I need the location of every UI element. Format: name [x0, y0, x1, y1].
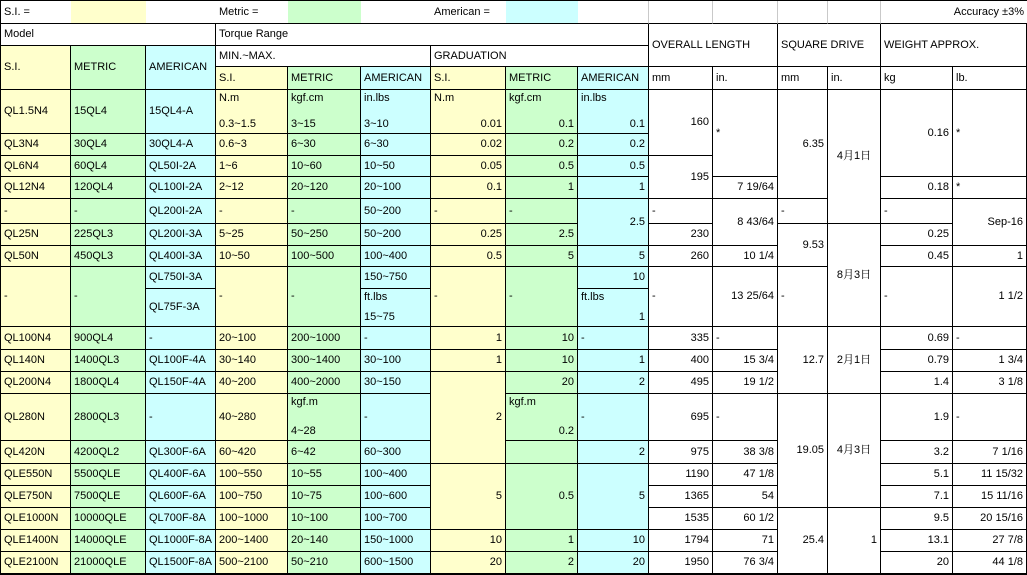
header-grad-metric[interactable]: METRIC — [506, 67, 578, 90]
cell-r7-c8[interactable]: 0.5 — [506, 156, 578, 177]
cell-r14-c11[interactable]: - — [713, 327, 778, 350]
cell-r18-c14[interactable]: 3.2 — [881, 441, 953, 464]
cell-r23-c6[interactable]: 600~1500 — [361, 552, 431, 574]
cell-r11-c6[interactable]: 100~400 — [361, 246, 431, 267]
cell-r14-c9[interactable]: - — [578, 327, 649, 350]
cell-r23-c2[interactable]: 21000QLE — [71, 552, 146, 574]
cell-r22-c6[interactable]: 150~1000 — [361, 530, 431, 552]
cell-r8-c2[interactable]: 120QL4 — [71, 177, 146, 199]
cell-value: 4~28 — [291, 425, 316, 437]
cell-r12-c6[interactable]: 150~750 — [361, 267, 431, 289]
metric-color-swatch[interactable] — [288, 1, 361, 24]
cell-r6-c9[interactable]: 0.2 — [578, 134, 649, 156]
cell-r14-c7[interactable]: 1 — [431, 327, 506, 350]
cell-r21-c13[interactable]: 1 — [828, 508, 881, 574]
cell-r14-c15[interactable]: - — [953, 327, 1027, 350]
header-graduation[interactable]: GRADUATION — [431, 46, 649, 67]
cell-r15-c4[interactable]: 30~140 — [216, 350, 288, 372]
cell-r21-c5[interactable]: 10~100 — [288, 508, 361, 530]
cell-r20-c10[interactable]: 1365 — [649, 486, 713, 508]
cell-r11-c5[interactable]: 100~500 — [288, 246, 361, 267]
cell-r21-c1[interactable]: QLE1000N — [1, 508, 71, 530]
cell-r9-c5[interactable]: - — [288, 199, 361, 224]
cell-r18-c10[interactable]: 975 — [649, 441, 713, 464]
cell-r17-c10[interactable]: 695 — [649, 394, 713, 441]
cell-r14-c3[interactable]: - — [146, 327, 216, 350]
cell-r5-c13[interactable]: 4月1日 — [828, 90, 881, 224]
cell-r16-c2[interactable]: 1800QL4 — [71, 372, 146, 394]
cell-r11-c4[interactable]: 10~50 — [216, 246, 288, 267]
cell-r18-c3[interactable]: QL300F-6A — [146, 441, 216, 464]
cell-r23-c7[interactable]: 20 — [431, 552, 506, 574]
cell-r15-c5[interactable]: 300~1400 — [288, 350, 361, 372]
cell-r21-c2[interactable]: 10000QLE — [71, 508, 146, 530]
cell-r7-c2[interactable]: 60QL4 — [71, 156, 146, 177]
cell-r19-c5[interactable]: 10~55 — [288, 464, 361, 486]
cell-r23-c4[interactable]: 500~2100 — [216, 552, 288, 574]
cell-r17-c1[interactable]: QL280N — [1, 394, 71, 441]
cell-r23-c15[interactable]: 44 1/8 — [953, 552, 1027, 574]
cell-r6-c8[interactable]: 0.2 — [506, 134, 578, 156]
cell-r9-c14[interactable]: - — [881, 199, 953, 224]
cell-r8-c8[interactable]: 1 — [506, 177, 578, 199]
cell-r11-c9[interactable]: 5 — [578, 246, 649, 267]
cell-r5-c8[interactable] — [506, 90, 578, 134]
cell-r17-c6[interactable]: - — [361, 394, 431, 441]
cell-r17-c9[interactable]: - — [578, 394, 649, 441]
cell-r22-c4[interactable]: 200~1400 — [216, 530, 288, 552]
unit-label: in.lbs — [581, 92, 607, 104]
cell-r11-c1[interactable]: QL50N — [1, 246, 71, 267]
cell-r6-c3[interactable]: 30QL4-A — [146, 134, 216, 156]
cell-r11-c7[interactable]: 0.5 — [431, 246, 506, 267]
cell-r12-c1[interactable]: - — [1, 267, 71, 327]
cell-r19-c3[interactable]: QL400F-6A — [146, 464, 216, 486]
cell-r16-c10[interactable]: 495 — [649, 372, 713, 394]
cell-r7-c3[interactable]: QL50I-2A — [146, 156, 216, 177]
cell-r21-c11[interactable]: 60 1/2 — [713, 508, 778, 530]
cell-r8-c7[interactable]: 0.1 — [431, 177, 506, 199]
legend-spacer[interactable] — [778, 1, 828, 24]
cell-r20-c4[interactable]: 100~750 — [216, 486, 288, 508]
cell-r10-c5[interactable]: 50~250 — [288, 224, 361, 246]
cell-r18-c1[interactable]: QL420N — [1, 441, 71, 464]
cell-r22-c11[interactable]: 71 — [713, 530, 778, 552]
cell-r5-c14[interactable]: 0.16 — [881, 90, 953, 177]
cell-r14-c5[interactable]: 200~1000 — [288, 327, 361, 350]
cell-r11-c8[interactable]: 5 — [506, 246, 578, 267]
cell-r19-c11[interactable]: 47 1/8 — [713, 464, 778, 486]
cell-r20-c14[interactable]: 7.1 — [881, 486, 953, 508]
cell-r18-c4[interactable]: 60~420 — [216, 441, 288, 464]
header-length-mm[interactable]: mm — [649, 67, 713, 90]
si-color-swatch[interactable] — [71, 1, 146, 24]
cell-r6-c4[interactable]: 0.6~3 — [216, 134, 288, 156]
cell-r8-c15[interactable]: * — [953, 177, 1027, 199]
unit-label: N.m — [434, 92, 455, 104]
cell-r8-c14[interactable]: 0.18 — [881, 177, 953, 199]
header-drive-mm[interactable]: mm — [778, 67, 828, 90]
cell-r15-c10[interactable]: 400 — [649, 350, 713, 372]
cell-r10-c13[interactable]: 8月3日 — [828, 224, 881, 327]
cell-r14-c6[interactable]: - — [361, 327, 431, 350]
unit-label: kgf.m — [509, 396, 536, 408]
header-torque-range[interactable]: Torque Range — [216, 24, 649, 46]
cell-r5-c12[interactable]: 6.35 — [778, 90, 828, 199]
unit-label: ft.lbs — [364, 291, 388, 303]
cell-r15-c11[interactable]: 15 3/4 — [713, 350, 778, 372]
legend-spacer[interactable] — [649, 1, 713, 24]
unit-label: kgf.m — [291, 396, 318, 408]
header-weight-approx[interactable]: WEIGHT APPROX. — [881, 24, 1027, 67]
cell-value: 0.1 — [629, 118, 645, 130]
cell-r20-c3[interactable]: QL600F-6A — [146, 486, 216, 508]
cell-r6-c2[interactable]: 30QL4 — [71, 134, 146, 156]
cell-r19-c2[interactable]: 5500QLE — [71, 464, 146, 486]
cell-value: 15~75 — [364, 311, 395, 323]
cell-r22-c8[interactable]: 1 — [506, 530, 578, 552]
cell-r8-c4[interactable]: 2~12 — [216, 177, 288, 199]
cell-r18-c8[interactable] — [506, 441, 578, 464]
cell-r11-c10[interactable]: 260 — [649, 246, 713, 267]
cell-r9-c10[interactable]: - — [649, 199, 713, 224]
cell-r23-c11[interactable]: 76 3/4 — [713, 552, 778, 574]
cell-r5-c5[interactable] — [288, 90, 361, 134]
cell-r5-c7[interactable] — [431, 90, 506, 134]
cell-r16-c11[interactable]: 19 1/2 — [713, 372, 778, 394]
cell-r14-c13[interactable]: 2月1日 — [828, 327, 881, 394]
cell-r15-c6[interactable]: 30~100 — [361, 350, 431, 372]
cell-r9-c6[interactable]: 50~200 — [361, 199, 431, 224]
cell-r9-c9[interactable]: 2.5 — [578, 199, 649, 246]
cell-r19-c7[interactable]: 5 — [431, 464, 506, 530]
cell-r16-c14[interactable]: 1.4 — [881, 372, 953, 394]
cell-r15-c7[interactable]: 1 — [431, 350, 506, 372]
cell-r5-c10[interactable]: 160 — [649, 90, 713, 156]
cell-r9-c12[interactable]: - — [778, 199, 828, 224]
cell-r11-c15[interactable]: 1 — [953, 246, 1027, 267]
cell-r10-c4[interactable]: 5~25 — [216, 224, 288, 246]
cell-r7-c9[interactable]: 0.5 — [578, 156, 649, 177]
header-minmax-american[interactable]: AMERICAN — [361, 67, 431, 90]
header-minmax-metric[interactable]: METRIC — [288, 67, 361, 90]
cell-r9-c2[interactable]: - — [71, 199, 146, 224]
cell-r8-c5[interactable]: 20~120 — [288, 177, 361, 199]
unit-label: kgf.cm — [509, 92, 542, 104]
cell-r5-c1[interactable]: QL1.5N4 — [1, 90, 71, 134]
cell-r18-c6[interactable]: 60~300 — [361, 441, 431, 464]
cell-r17-c11[interactable]: - — [713, 394, 778, 441]
cell-r23-c10[interactable]: 1950 — [649, 552, 713, 574]
cell-r16-c15[interactable]: 3 1/8 — [953, 372, 1027, 394]
cell-r20-c2[interactable]: 7500QLE — [71, 486, 146, 508]
cell-r11-c2[interactable]: 450QL3 — [71, 246, 146, 267]
cell-r10-c8[interactable]: 2.5 — [506, 224, 578, 246]
cell-value: 3~10 — [364, 118, 389, 130]
cell-r18-c2[interactable]: 4200QL2 — [71, 441, 146, 464]
cell-r22-c15[interactable]: 27 7/8 — [953, 530, 1027, 552]
cell-r6-c1[interactable]: QL3N4 — [1, 134, 71, 156]
cell-r7-c5[interactable]: 10~60 — [288, 156, 361, 177]
cell-r17-c13[interactable]: 4月3日 — [828, 394, 881, 508]
cell-r18-c11[interactable]: 38 3/8 — [713, 441, 778, 464]
header-drive-in[interactable]: in. — [828, 67, 881, 90]
cell-r12-c3[interactable]: QL750I-3A — [146, 267, 216, 289]
cell-value: 0.2 — [558, 425, 574, 437]
cell-r7-c6[interactable]: 10~50 — [361, 156, 431, 177]
cell-r20-c11[interactable]: 54 — [713, 486, 778, 508]
cell-r15-c9[interactable]: 1 — [578, 350, 649, 372]
cell-r23-c14[interactable]: 20 — [881, 552, 953, 574]
cell-r21-c4[interactable]: 100~1000 — [216, 508, 288, 530]
cell-r16-c3[interactable]: QL150F-4A — [146, 372, 216, 394]
cell-r7-c4[interactable]: 1~6 — [216, 156, 288, 177]
cell-r11-c14[interactable]: 0.45 — [881, 246, 953, 267]
cell-r5-c11[interactable]: * — [713, 90, 778, 177]
cell-r19-c1[interactable]: QLE550N — [1, 464, 71, 486]
legend-metric-label[interactable]: Metric = — [216, 1, 288, 24]
cell-r17-c14[interactable]: 1.9 — [881, 394, 953, 441]
cell-r18-c9[interactable]: 2 — [578, 441, 649, 464]
header-weight-lb[interactable]: lb. — [953, 67, 1027, 90]
cell-r18-c5[interactable]: 6~42 — [288, 441, 361, 464]
cell-r9-c8[interactable]: - — [506, 199, 578, 224]
cell-r20-c1[interactable]: QLE750N — [1, 486, 71, 508]
unit-label: kgf.cm — [291, 92, 324, 104]
unit-label: ft.lbs — [581, 291, 605, 303]
header-grad-si[interactable]: S.I. — [431, 67, 506, 90]
cell-r20-c15[interactable]: 15 11/16 — [953, 486, 1027, 508]
cell-r12-c5[interactable]: - — [288, 267, 361, 327]
cell-r17-c4[interactable]: 40~280 — [216, 394, 288, 441]
cell-r22-c9[interactable]: 10 — [578, 530, 649, 552]
cell-r8-c9[interactable]: 1 — [578, 177, 649, 199]
legend-spacer[interactable] — [713, 1, 778, 24]
header-minmax-si[interactable]: S.I. — [216, 67, 288, 90]
cell-value: 1 — [638, 311, 645, 323]
cell-r17-c15[interactable]: - — [953, 394, 1027, 441]
cell-r9-c1[interactable]: - — [1, 199, 71, 224]
cell-r9-c4[interactable]: - — [216, 199, 288, 224]
cell-r14-c4[interactable]: 20~100 — [216, 327, 288, 350]
cell-r22-c1[interactable]: QLE1400N — [1, 530, 71, 552]
cell-r14-c8[interactable]: 10 — [506, 327, 578, 350]
header-model[interactable]: Model — [1, 24, 216, 46]
header-grad-american[interactable]: AMERICAN — [578, 67, 649, 90]
cell-r19-c10[interactable]: 1190 — [649, 464, 713, 486]
cell-value: 0.1 — [558, 118, 574, 130]
cell-r5-c9[interactable] — [578, 90, 649, 134]
cell-r5-c6[interactable] — [361, 90, 431, 134]
cell-r8-c1[interactable]: QL12N4 — [1, 177, 71, 199]
cell-r10-c6[interactable]: 50~200 — [361, 224, 431, 246]
cell-r23-c1[interactable]: QLE2100N — [1, 552, 71, 574]
cell-r13-c9[interactable] — [578, 289, 649, 327]
cell-r16-c9[interactable]: 2 — [578, 372, 649, 394]
cell-r12-c2[interactable]: - — [71, 267, 146, 327]
cell-r21-c12[interactable]: 25.4 — [778, 508, 828, 574]
cell-r22-c5[interactable]: 20~140 — [288, 530, 361, 552]
cell-r10-c2[interactable]: 225QL3 — [71, 224, 146, 246]
header-model-american[interactable]: AMERICAN — [146, 46, 216, 90]
cell-r17-c8[interactable] — [506, 394, 578, 441]
cell-r18-c15[interactable]: 7 1/16 — [953, 441, 1027, 464]
cell-r12-c9[interactable]: 10 — [578, 267, 649, 289]
cell-r22-c10[interactable]: 1794 — [649, 530, 713, 552]
cell-r15-c1[interactable]: QL140N — [1, 350, 71, 372]
cell-r8-c6[interactable]: 20~100 — [361, 177, 431, 199]
cell-r21-c15[interactable]: 20 15/16 — [953, 508, 1027, 530]
cell-r19-c9[interactable]: 5 — [578, 464, 649, 530]
cell-value: 0.3~1.5 — [219, 118, 257, 130]
cell-r12-c4[interactable]: - — [216, 267, 288, 327]
cell-r10-c12[interactable]: 9.53 — [778, 224, 828, 267]
cell-r19-c6[interactable]: 100~400 — [361, 464, 431, 486]
cell-r12-c8[interactable]: - — [506, 267, 578, 327]
cell-value: 0.01 — [480, 118, 502, 130]
cell-r7-c1[interactable]: QL6N4 — [1, 156, 71, 177]
cell-r8-c3[interactable]: QL100I-2A — [146, 177, 216, 199]
cell-r14-c12[interactable]: 12.7 — [778, 327, 828, 394]
legend-spacer[interactable] — [361, 1, 431, 24]
cell-r9-c11[interactable]: 8 43/64 — [713, 199, 778, 246]
cell-r19-c4[interactable]: 100~550 — [216, 464, 288, 486]
cell-value: 3~15 — [291, 118, 316, 130]
legend-american-label[interactable]: American = — [431, 1, 506, 24]
header-weight-kg[interactable]: kg — [881, 67, 953, 90]
cell-r9-c7[interactable]: - — [431, 199, 506, 224]
cell-r6-c6[interactable]: 6~30 — [361, 134, 431, 156]
cell-r16-c7[interactable]: 2 — [431, 372, 506, 464]
accuracy-note[interactable]: Accuracy ±3% — [881, 1, 1027, 24]
legend-spacer[interactable] — [578, 1, 649, 24]
cell-r17-c5[interactable] — [288, 394, 361, 441]
cell-r19-c8[interactable]: 0.5 — [506, 464, 578, 530]
cell-r7-c10[interactable]: 195 — [649, 156, 713, 199]
cell-r23-c3[interactable]: QL1500F-8A — [146, 552, 216, 574]
cell-r22-c3[interactable]: QL1000F-8A — [146, 530, 216, 552]
cell-r12-c7[interactable]: - — [431, 267, 506, 327]
cell-r12-c11[interactable]: 13 25/64 — [713, 267, 778, 327]
cell-r12-c14[interactable]: - — [881, 267, 953, 327]
header-overall-length[interactable]: OVERALL LENGTH — [649, 24, 778, 67]
cell-r23-c5[interactable]: 50~210 — [288, 552, 361, 574]
legend-si-label[interactable]: S.I. = — [1, 1, 71, 24]
header-square-drive[interactable]: SQUARE DRIVE — [778, 24, 881, 67]
cell-r16-c6[interactable]: 30~150 — [361, 372, 431, 394]
header-model-si[interactable]: S.I. — [1, 46, 71, 90]
cell-r21-c10[interactable]: 1535 — [649, 508, 713, 530]
cell-r6-c5[interactable]: 6~30 — [288, 134, 361, 156]
cell-r15-c8[interactable]: 10 — [506, 350, 578, 372]
cell-r10-c14[interactable]: 0.25 — [881, 224, 953, 246]
cell-r13-c3[interactable]: QL75F-3A — [146, 289, 216, 327]
cell-r7-c7[interactable]: 0.05 — [431, 156, 506, 177]
cell-r10-c3[interactable]: QL200I-3A — [146, 224, 216, 246]
cell-r22-c14[interactable]: 13.1 — [881, 530, 953, 552]
cell-r11-c3[interactable]: QL400I-3A — [146, 246, 216, 267]
cell-r8-c11[interactable]: 7 19/64 — [713, 177, 778, 199]
header-length-in[interactable]: in. — [713, 67, 778, 90]
unit-label: N.m — [219, 92, 240, 104]
cell-r10-c10[interactable]: 230 — [649, 224, 713, 246]
cell-r15-c3[interactable]: QL100F-4A — [146, 350, 216, 372]
cell-r16-c1[interactable]: QL200N4 — [1, 372, 71, 394]
cell-r21-c14[interactable]: 9.5 — [881, 508, 953, 530]
cell-r14-c2[interactable]: 900QL4 — [71, 327, 146, 350]
unit-label: in.lbs — [364, 92, 390, 104]
cell-r22-c7[interactable]: 10 — [431, 530, 506, 552]
cell-r5-c2[interactable]: 15QL4 — [71, 90, 146, 134]
cell-r16-c4[interactable]: 40~200 — [216, 372, 288, 394]
cell-r21-c6[interactable]: 100~700 — [361, 508, 431, 530]
cell-r16-c5[interactable]: 400~2000 — [288, 372, 361, 394]
cell-r12-c10[interactable]: - — [649, 267, 713, 327]
cell-r15-c15[interactable]: 1 3/4 — [953, 350, 1027, 372]
cell-r12-c15[interactable]: 1 1/2 — [953, 267, 1027, 327]
legend-spacer[interactable] — [828, 1, 881, 24]
cell-r20-c6[interactable]: 100~600 — [361, 486, 431, 508]
header-min-max[interactable]: MIN.~MAX. — [216, 46, 431, 67]
cell-r16-c8[interactable]: 20 — [506, 372, 578, 394]
american-color-swatch[interactable] — [506, 1, 578, 24]
cell-r23-c9[interactable]: 20 — [578, 552, 649, 574]
cell-r5-c15[interactable]: * — [953, 90, 1027, 177]
cell-r5-c4[interactable] — [216, 90, 288, 134]
cell-r10-c7[interactable]: 0.25 — [431, 224, 506, 246]
cell-r9-c3[interactable]: QL200I-2A — [146, 199, 216, 224]
cell-r15-c2[interactable]: 1400QL3 — [71, 350, 146, 372]
cell-r5-c3[interactable]: 15QL4-A — [146, 90, 216, 134]
cell-r21-c3[interactable]: QL700F-8A — [146, 508, 216, 530]
legend-spacer[interactable] — [146, 1, 216, 24]
cell-r6-c7[interactable]: 0.02 — [431, 134, 506, 156]
cell-r13-c6[interactable] — [361, 289, 431, 327]
cell-r17-c3[interactable]: - — [146, 394, 216, 441]
cell-r14-c1[interactable]: QL100N4 — [1, 327, 71, 350]
cell-r22-c2[interactable]: 14000QLE — [71, 530, 146, 552]
cell-r12-c12[interactable]: - — [778, 267, 828, 327]
cell-r14-c14[interactable]: 0.69 — [881, 327, 953, 350]
cell-r20-c5[interactable]: 10~75 — [288, 486, 361, 508]
cell-r14-c10[interactable]: 335 — [649, 327, 713, 350]
cell-r23-c8[interactable]: 2 — [506, 552, 578, 574]
cell-r11-c11[interactable]: 10 1/4 — [713, 246, 778, 267]
cell-r9-c15[interactable]: Sep-16 — [953, 199, 1027, 246]
cell-r17-c2[interactable]: 2800QL3 — [71, 394, 146, 441]
cell-r17-c12[interactable]: 19.05 — [778, 394, 828, 508]
cell-r15-c14[interactable]: 0.79 — [881, 350, 953, 372]
cell-r19-c15[interactable]: 11 15/32 — [953, 464, 1027, 486]
cell-r10-c1[interactable]: QL25N — [1, 224, 71, 246]
header-model-metric[interactable]: METRIC — [71, 46, 146, 90]
cell-r19-c14[interactable]: 5.1 — [881, 464, 953, 486]
